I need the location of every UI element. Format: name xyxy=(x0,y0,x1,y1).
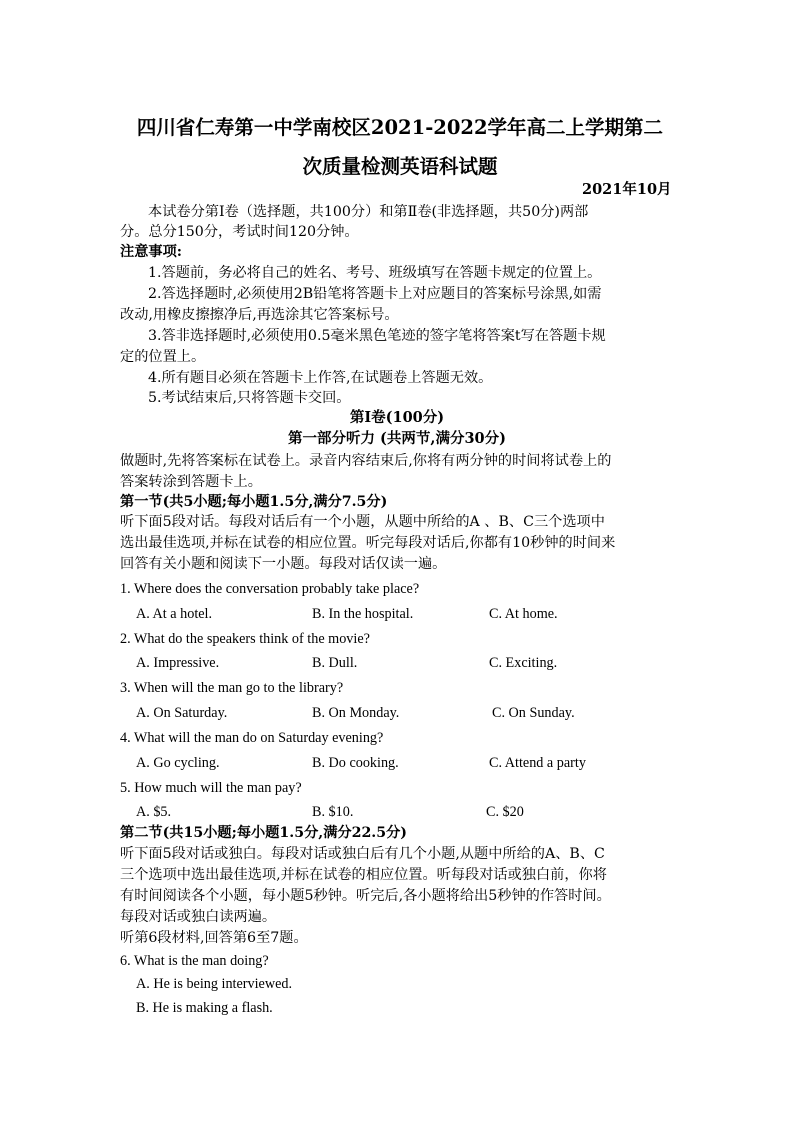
question-3: 3. When will the man go to the library? xyxy=(120,680,344,696)
part-title: 第一部分听力 (共两节,满分30分) xyxy=(288,430,506,447)
section1-instruction: 选出最佳选项,并标在试卷的相应位置。听完每段对话后,你都有10秒钟的时间来 xyxy=(120,535,616,551)
section2-heading: 第二节(共15小题;每小题1.5分,满分22.5分) xyxy=(120,825,408,841)
option-a: A. $5. xyxy=(136,804,172,820)
option-c: C. $20 xyxy=(486,804,524,820)
option-b: B. $10. xyxy=(312,804,354,820)
part-intro-line: 答案转涂到答题卡上。 xyxy=(120,474,262,490)
option-b: B. Dull. xyxy=(312,655,358,671)
note-item: 改动,用橡皮擦擦净后,再选涂其它答案标号。 xyxy=(120,307,399,323)
option-c: C. On Sunday. xyxy=(492,705,575,721)
section2-instruction: 听下面5段对话或独白。每段对话或独白后有几个小题,从题中所给的A、B、C xyxy=(120,846,605,862)
option-c: C. At home. xyxy=(489,606,558,622)
section1-instruction: 回答有关小题和阅读下一小题。每段对话仅读一遍。 xyxy=(120,556,447,572)
section2-instruction: 三个选项中选出最佳选项,并标在试卷的相应位置。听每段对话或独白前，你将 xyxy=(120,867,607,883)
question-6: 6. What is the man doing? xyxy=(120,953,269,969)
part-intro-line: 做题时,先将答案标在试卷上。录音内容结束后,你将有两分钟的时间将试卷上的 xyxy=(120,453,612,469)
intro-line-2: 分。总分150分，考试时间120分钟。 xyxy=(120,224,359,240)
material-note: 听第6段材料,回答第6至7题。 xyxy=(120,930,308,946)
option-a: A. At a hotel. xyxy=(136,606,213,622)
option-c: C. Attend a party xyxy=(489,755,586,771)
volume-title: 第Ⅰ卷(100分) xyxy=(349,409,445,426)
exam-title-line2: 次质量检测英语科试题 xyxy=(302,155,498,178)
notes-heading: 注意事项: xyxy=(120,244,182,260)
question-4: 4. What will the man do on Saturday evening? xyxy=(120,730,384,746)
note-item: 3.答非选择题时,必须使用0.5毫米黑色笔迹的签字笔将答案t写在答题卡规 xyxy=(148,328,606,344)
option-b: B. In the hospital. xyxy=(312,606,414,622)
section1-instruction: 听下面5段对话。每段对话后有一个小题，从题中所给的A 、B、C三个选项中 xyxy=(120,514,605,530)
option-b: B. On Monday. xyxy=(312,705,400,721)
option-b: B. He is making a flash. xyxy=(136,1000,273,1016)
question-1: 1. Where does the conversation probably take place? xyxy=(120,581,420,597)
note-item: 定的位置上。 xyxy=(120,349,206,365)
note-item: 1.答题前，务必将自己的姓名、考号、班级填写在答题卡规定的位置上。 xyxy=(148,265,602,281)
exam-date: 2021年10月 xyxy=(582,181,672,198)
option-a: A. Go cycling. xyxy=(136,755,220,771)
section1-heading: 第一节(共5小题;每小题1.5分,满分7.5分) xyxy=(120,494,388,510)
option-a: A. He is being interviewed. xyxy=(136,976,293,992)
question-2: 2. What do the speakers think of the movie? xyxy=(120,631,370,647)
note-item: 5.考试结束后,只将答题卡交回。 xyxy=(148,390,351,406)
exam-title-line1: 四川省仁寿第一中学南校区2021-2022学年高二上学期第二 xyxy=(136,116,664,139)
option-b: B. Do cooking. xyxy=(312,755,399,771)
note-item: 2.答选择题时,必须使用2B铅笔将答题卡上对应题目的答案标号涂黑,如需 xyxy=(148,286,602,302)
option-c: C. Exciting. xyxy=(489,655,558,671)
question-5: 5. How much will the man pay? xyxy=(120,780,302,796)
section2-instruction: 每段对话或独白读两遍。 xyxy=(120,909,277,925)
intro-line-1: 本试卷分第Ⅰ卷（选择题，共100分）和第Ⅱ卷(非选择题，共50分)两部 xyxy=(148,204,589,220)
section2-instruction: 有时间阅读各个小题，每小题5秒钟。听完后,各小题将给出5秒钟的作答时间。 xyxy=(120,888,611,904)
note-item: 4.所有题目必须在答题卡上作答,在试题卷上答题无效。 xyxy=(148,370,493,386)
option-a: A. Impressive. xyxy=(136,655,220,671)
option-a: A. On Saturday. xyxy=(136,705,228,721)
